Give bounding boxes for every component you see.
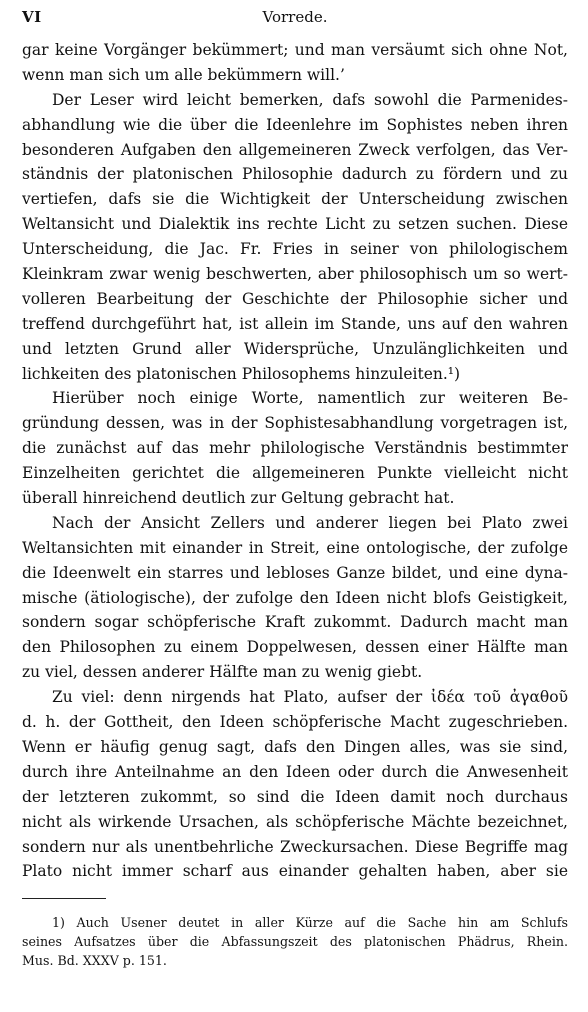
text-line: den Philosophen zu einem Doppelwesen, dessen einer Hälfte man <box>22 638 568 657</box>
paragraph <box>22 685 568 884</box>
text-line: sondern nur als unentbehrliche Zweckursachen. Diese Begriffe mag <box>22 837 568 856</box>
text-line: die Ideenwelt ein starres und lebloses Ganze bildet, und eine dyna- <box>22 563 568 582</box>
text-line: nicht als wirkende Ursachen, als schöpferische Mächte bezeichnet, <box>22 812 568 831</box>
text-line: d. h. der Gottheit, den Ideen schöpferische Macht zugeschrieben. <box>22 713 568 732</box>
text-line: Weltansichten mit einander in Streit, eine ontologische, der zufolge <box>22 538 568 557</box>
text-line: lichkeiten des platonischen Philosophems hinzuleiten.¹) <box>22 364 461 383</box>
paragraph <box>22 511 568 685</box>
text-line: gründung dessen, was in der Sophistesabhandlung vorgetragen ist, <box>22 414 568 433</box>
paragraph <box>22 386 568 510</box>
text-line: Zu viel: denn nirgends hat Plato, aufser der ἰδέα τοῦ ἀγαθοῦ <box>52 688 568 707</box>
text-line: Plato nicht immer scharf aus einander gehalten haben, aber sie <box>22 862 568 881</box>
text-line: abhandlung wie die über die Ideenlehre im Sophistes neben ihren <box>22 115 568 134</box>
text-line: zu viel, dessen anderer Hälfte man zu wenig giebt. <box>22 663 423 682</box>
text-line: Unterscheidung, die Jac. Fr. Fries in seiner von philologischem <box>22 240 568 259</box>
text-line: der letzteren zukommt, so sind die Ideen damit noch durchaus <box>22 787 568 806</box>
text-line: gar keine Vorgänger bekümmert; und man versäumt sich ohne Not, <box>22 41 568 59</box>
book-page <box>22 8 568 1004</box>
body-text <box>22 38 568 884</box>
running-title: Vorrede. <box>262 8 328 26</box>
text-line: überall hinreichend deutlich zur Geltung gebracht hat. <box>22 489 455 508</box>
text-line: durch ihre Anteilnahme an den Ideen oder durch die Anwesenheit <box>22 762 568 781</box>
text-line: Nach der Ansicht Zellers und anderer liegen bei Plato zwei <box>52 513 568 532</box>
text-line: Weltansicht und Dialektik ins rechte Licht zu setzen suchen. Diese <box>22 215 568 234</box>
text-line: besonderen Aufgaben den allgemeineren Zweck verfolgen, das Ver- <box>22 140 568 159</box>
text-line: volleren Bearbeitung der Geschichte der Philosophie sicher und <box>22 289 568 308</box>
page-number: VI <box>22 8 42 26</box>
text-line: sondern sogar schöpferische Kraft zukommt. Dadurch macht man <box>22 613 568 632</box>
text-line: ständnis der platonischen Philosophie dadurch zu fördern und zu <box>22 165 568 184</box>
text-line: wenn man sich um alle bekümmern will.’ <box>22 65 345 84</box>
text-line: Der Leser wird leicht bemerken, dafs sowohl die Parmenides- <box>52 90 568 109</box>
footnote <box>22 913 568 970</box>
text-line: mische (ätiologische), der zufolge den Ideen nicht blofs Geistigkeit, <box>22 588 568 607</box>
text-line: die zunächst auf das mehr philologische Verständnis bestimmter <box>22 439 568 458</box>
text-line: und letzten Grund aller Widersprüche, Unzulänglichkeiten und <box>22 339 568 358</box>
page-header <box>22 8 568 38</box>
paragraph-continuation <box>22 38 568 88</box>
paragraph <box>22 88 568 387</box>
text-line: treffend durchgeführt hat, ist allein im Stande, uns auf den wahren <box>22 314 568 333</box>
text-line: Kleinkram zwar wenig beschwerten, aber philosophisch um so wert- <box>22 265 568 284</box>
footnote-line: Mus. Bd. XXXV p. 151. <box>22 953 167 969</box>
text-line: Wenn er häufig genug sagt, dafs den Dingen alles, was sie sind, <box>22 737 568 756</box>
footnote-line: 1) Auch Usener deutet in aller Kürze auf die Sache hin am Schlufs <box>52 915 568 931</box>
text-line: Einzelheiten gerichtet die allgemeineren Punkte vielleicht nicht <box>22 464 568 483</box>
text-line: Hierüber noch einige Worte, namentlich zur weiteren Be- <box>52 389 568 408</box>
text-line: vertiefen, dafs sie die Wichtigkeit der Unterscheidung zwischen <box>22 190 568 209</box>
footnote-separator <box>22 898 106 899</box>
footnote-line: seines Aufsatzes über die Abfassungszeit des platonischen Phädrus, Rhein. <box>22 934 568 950</box>
